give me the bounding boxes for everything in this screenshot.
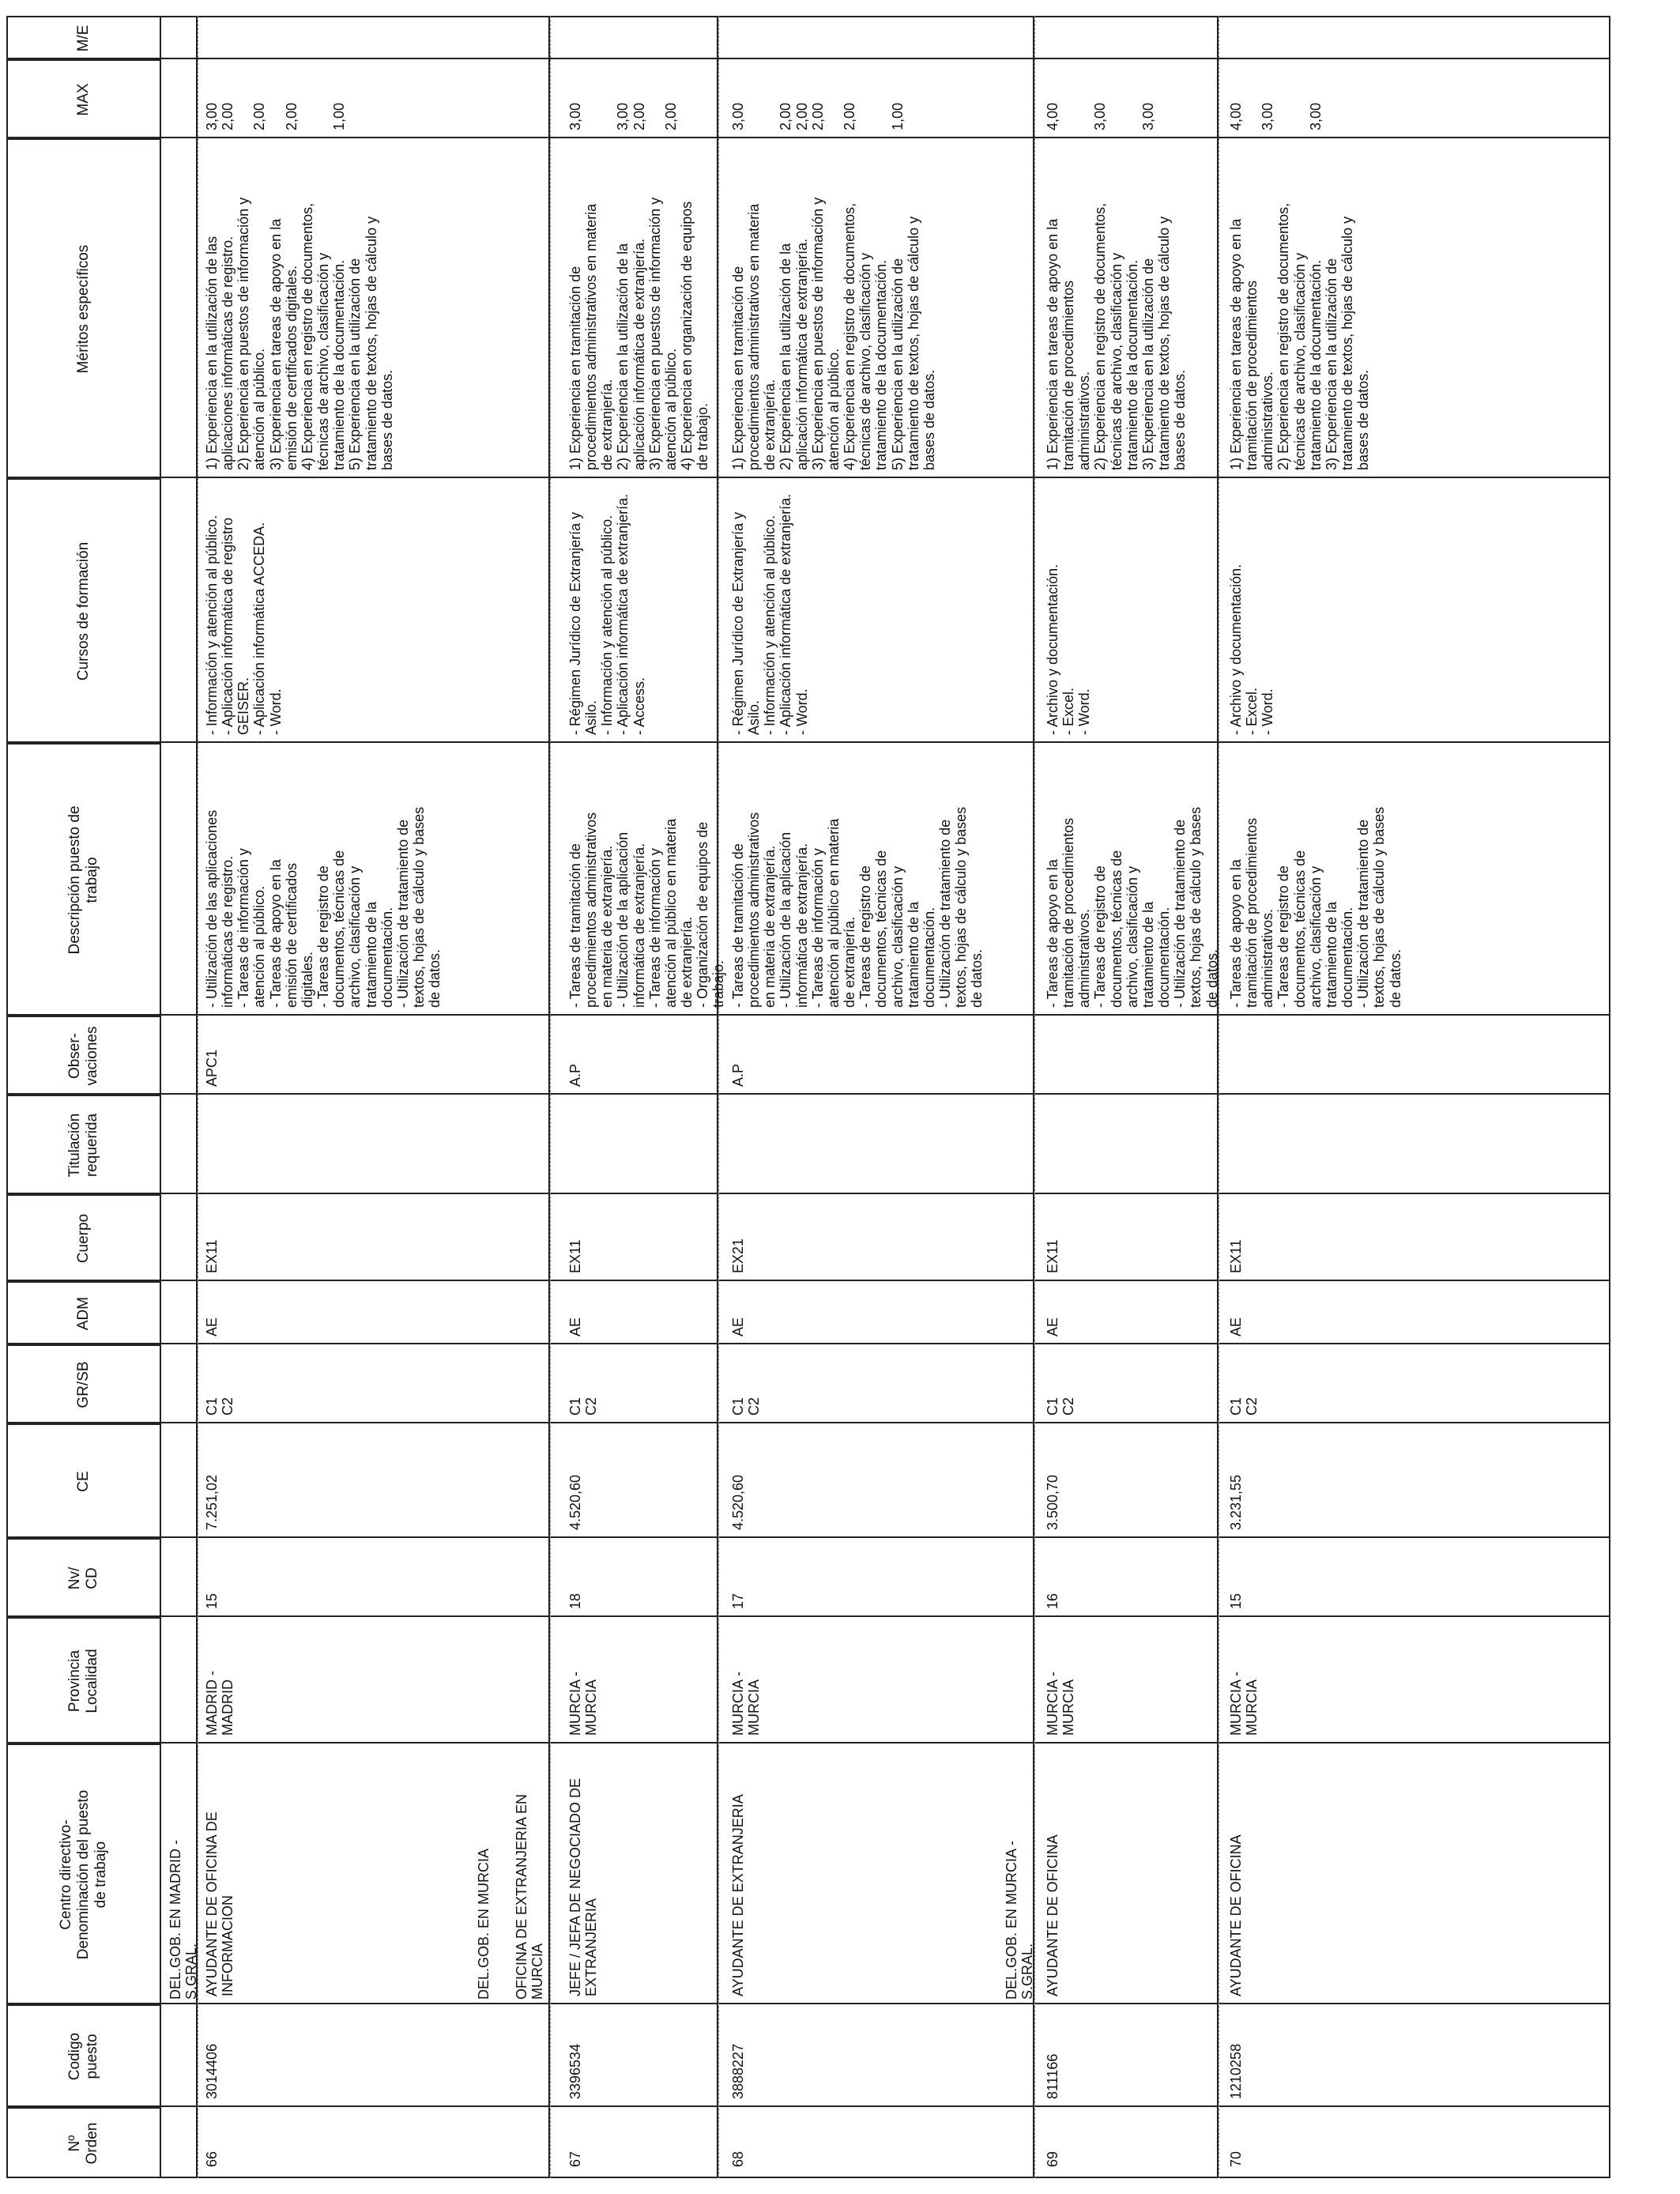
nivel-cell: 15 xyxy=(1228,1593,1244,1609)
descripcion-cell: - Utilización de las aplicaciones informáticas de registro. - Tareas de información y atención al público. - Tareas de apoyo en la emisión de certificados digitales. - Tareas de registro de documentos, técnicas de archivo, clasificación y tratamiento de la documentación. - Utilización de tratamiento de textos, hojas de cálculo y bases de datos. xyxy=(204,806,443,1008)
codigo-cell: 1210258 xyxy=(1228,2043,1244,2099)
header-max: MAX xyxy=(6,59,161,138)
codigo-cell: 811166 xyxy=(1045,2053,1060,2099)
descripcion-cell: - Tareas de tramitación de procedimientos administrativos en materia de extranjería. - Utilización de la aplicación informática de extranjería. - Tareas de información y atención al público en materia de extranjería. - Tareas de registro de documentos, técnicas de archivo, clasificación y tratamiento de la documentación. - Utilización de tratamiento de textos, hojas de cálculo y bases de datos. xyxy=(730,806,985,1008)
group-label-murcia-sgral: DEL.GOB. EN MURCIA - S.GRAL. xyxy=(1004,1840,1036,2000)
provincia-cell: MURCIA - MURCIA xyxy=(730,1672,763,1736)
meritos-cell: 1) Experiencia en tramitación de procedimientos administrativos en materia de extranjería. 2) Experiencia en la utilización de la aplicación informática de extranjería. 3) Experiencia en puestos de información y atención al público. 4) Experiencia en organización de equipos de trabajo. xyxy=(567,197,711,470)
adm-cell: AE xyxy=(1045,1317,1060,1336)
descripcion-cell: - Tareas de tramitación de procedimientos administrativos en materia de extranjería. - Utilización de la aplicación informática de extranjería. - Tareas de información y atención al público en materia de extranjería. - Organización de equipos de trabajo. xyxy=(567,812,727,1008)
observaciones-cell: APC1 xyxy=(204,1049,220,1087)
descripcion-cell: - Tareas de apoyo en la tramitación de procedimientos administrativos. - Tareas de registro de documentos, técnicas de archivo, clasificación y tratamiento de la documentación. - Utilización de tratamiento de textos, hojas de cálculo y bases de datos. xyxy=(1045,806,1220,1008)
header-ce: CE xyxy=(6,1423,161,1538)
header-rule xyxy=(160,16,161,2178)
group-label-murcia: DEL.GOB. EN MURCIA xyxy=(476,1848,492,2000)
cursos-cell: - Régimen Jurídico de Extranjería y Asilo. - Información y atención al público. - Aplicación informática de extranjería. - Word. xyxy=(730,493,810,735)
codigo-cell: 3014406 xyxy=(204,2043,220,2099)
max-cell: 4,00 3,00 3,00 xyxy=(1228,102,1324,130)
grsb-cell: C1 C2 xyxy=(204,1397,236,1416)
header-me: M/E xyxy=(6,16,161,59)
max-cell: 4,00 3,00 3,00 xyxy=(1045,102,1156,130)
grsb-cell: C1 C2 xyxy=(1045,1397,1077,1416)
observaciones-cell xyxy=(1043,1084,1046,1090)
header-descripcion: Descripción puesto de trabajo xyxy=(6,743,161,1016)
titulacion-cell xyxy=(202,1183,205,1189)
cuerpo-cell: EX11 xyxy=(1045,1239,1060,1273)
ce-cell: 3.500,70 xyxy=(1045,1474,1060,1530)
cuerpo-cell: EX11 xyxy=(567,1239,583,1273)
cursos-cell: - Régimen Jurídico de Extranjería y Asilo. - Información y atención al público. - Aplicación informática de extranjería. - Access. xyxy=(567,493,647,735)
meritos-cell: 1) Experiencia en tareas de apoyo en la tramitación de procedimientos administrativos. 2) Experiencia en registro de documentos, técnicas de archivo, clasificación y tratamiento de la documentación. 3) Experiencia en la utilización de tratamiento de textos, hojas de cálculo y bases de datos. xyxy=(1045,202,1188,470)
nivel-cell: 17 xyxy=(730,1593,746,1609)
cursos-cell: - Archivo y documentación. - Excel. - Word. xyxy=(1228,564,1276,735)
meritos-cell: 1) Experiencia en tramitación de procedimientos administrativos en materia de extranjería. 2) Experiencia en la utilización de la aplicación informática de extranjería. 3) Experiencia en puestos de información y atención al público. 4) Experiencia en registro de documentos, técnicas de archivo, clasificación y tratamiento de la documentación. 5) Experiencia en la utilización de tratamiento de textos, hojas de cálculo y bases de datos. xyxy=(730,197,937,470)
header-cursos: Cursos de formación xyxy=(6,478,161,743)
meritos-cell: 1) Experiencia en tareas de apoyo en la tramitación de procedimientos administrativos. 2) Experiencia en registro de documentos, técnicas de archivo, clasificación y tratamiento de la documentación. 3) Experiencia en la utilización de tratamiento de textos, hojas de cálculo y bases de datos. xyxy=(1228,202,1372,470)
cursos-cell: - Archivo y documentación. - Excel. - Word. xyxy=(1045,564,1093,735)
adm-cell: AE xyxy=(1228,1317,1244,1336)
denominacion-cell: JEFE / JEFA DE NEGOCIADO DE EXTRANJERIA xyxy=(567,1777,600,1996)
grsb-cell: C1 C2 xyxy=(567,1397,600,1416)
nivel-cell: 15 xyxy=(204,1593,220,1609)
orden-cell: 68 xyxy=(730,2151,746,2167)
observaciones-cell xyxy=(1226,1084,1230,1090)
titulacion-cell xyxy=(729,1183,732,1189)
cuerpo-cell: EX11 xyxy=(1228,1239,1244,1273)
orden-cell: 67 xyxy=(567,2151,583,2167)
codigo-cell: 3888227 xyxy=(730,2043,746,2099)
header-orden: Nº Orden xyxy=(6,2107,161,2178)
nivel-cell: 16 xyxy=(1045,1593,1060,1609)
ce-cell: 7.251,02 xyxy=(204,1474,220,1530)
adm-cell: AE xyxy=(730,1317,746,1336)
titulacion-cell xyxy=(1043,1183,1046,1189)
header-cuerpo: Cuerpo xyxy=(6,1194,161,1281)
observaciones-cell: A.P xyxy=(567,1063,583,1087)
orden-cell: 66 xyxy=(204,2151,220,2167)
header-adm: ADM xyxy=(6,1281,161,1344)
header-titulacion: Titulación requerida xyxy=(6,1095,161,1194)
header-codigo: Codigo puesto xyxy=(6,2004,161,2107)
denominacion-cell: AYUDANTE DE OFICINA DE INFORMACION xyxy=(204,1811,236,1996)
meritos-cell: 1) Experiencia en la utilización de las aplicaciones informáticas de registro. 2) Experiencia en puestos de información y atención al público. 3) Experiencia en tareas de apoyo en la emisión de certificados digitales. 4) Experiencia en registro de documentos, técnicas de archivo, clasificación y tratamiento de la documentación. 5) Experiencia en la utilización de tratamiento de textos, hojas de cálculo y bases de datos. xyxy=(204,197,395,470)
header-centro: Centro directivo- Denominación del puesto de trabajo xyxy=(6,1744,161,2004)
header-grsb: GR/SB xyxy=(6,1344,161,1423)
denominacion-cell: AYUDANTE DE EXTRANJERIA xyxy=(730,1794,746,1996)
header-provincia: Provincia Localidad xyxy=(6,1617,161,1744)
provincia-cell: MADRID - MADRID xyxy=(204,1671,236,1736)
cuerpo-cell: EX21 xyxy=(730,1238,746,1273)
denominacion-cell: AYUDANTE DE OFICINA xyxy=(1045,1834,1060,1996)
ce-cell: 4.520,60 xyxy=(730,1474,746,1530)
orden-cell: 70 xyxy=(1228,2151,1244,2167)
cursos-cell: - Información y atención al público. - Aplicación informática de registro GEISER. - Aplicación informática ACCEDA. - Word. xyxy=(204,515,284,735)
descripcion-cell: - Tareas de apoyo en la tramitación de procedimientos administrativos. - Tareas de registro de documentos, técnicas de archivo, clasificación y tratamiento de la documentación. - Utilización de tratamiento de textos, hojas de cálculo y bases de datos. xyxy=(1228,806,1403,1008)
titulacion-cell xyxy=(1226,1183,1230,1189)
grsb-cell: C1 C2 xyxy=(730,1397,763,1416)
nivel-cell: 18 xyxy=(567,1593,583,1609)
grsb-cell: C1 C2 xyxy=(1228,1397,1260,1416)
adm-cell: AE xyxy=(204,1317,220,1336)
ce-cell: 3.231,55 xyxy=(1228,1474,1244,1530)
header-nivel: Nv/ CD xyxy=(6,1538,161,1617)
max-cell: 3,00 2,00 2,00 2,00 1,00 xyxy=(204,102,348,130)
provincia-cell: MURCIA - MURCIA xyxy=(1045,1672,1077,1736)
header-meritos: Méritos específicos xyxy=(6,138,161,478)
header-observaciones: Obser- vaciones xyxy=(6,1016,161,1095)
orden-cell: 69 xyxy=(1045,2151,1060,2167)
provincia-cell: MURCIA - MURCIA xyxy=(567,1672,600,1736)
provincia-cell: MURCIA - MURCIA xyxy=(1228,1672,1260,1736)
codigo-cell: 3396534 xyxy=(567,2043,583,2099)
ce-cell: 4.520,60 xyxy=(567,1474,583,1530)
group-label-madrid: DEL.GOB. EN MADRID - S.GRAL. xyxy=(168,1839,200,2000)
max-cell: 3,00 2,00 2,00 2,00 2,00 1,00 xyxy=(730,102,906,130)
denominacion-cell: AYUDANTE DE OFICINA xyxy=(1228,1834,1244,1996)
max-cell: 3,00 3,00 2,00 2,00 xyxy=(567,102,679,130)
adm-cell: AE xyxy=(567,1317,583,1336)
titulacion-cell xyxy=(566,1183,569,1189)
group-label-oficina: OFICINA DE EXTRANJERIA EN MURCIA xyxy=(514,1793,546,2000)
observaciones-cell: A.P xyxy=(730,1063,746,1087)
cuerpo-cell: EX11 xyxy=(204,1239,220,1273)
